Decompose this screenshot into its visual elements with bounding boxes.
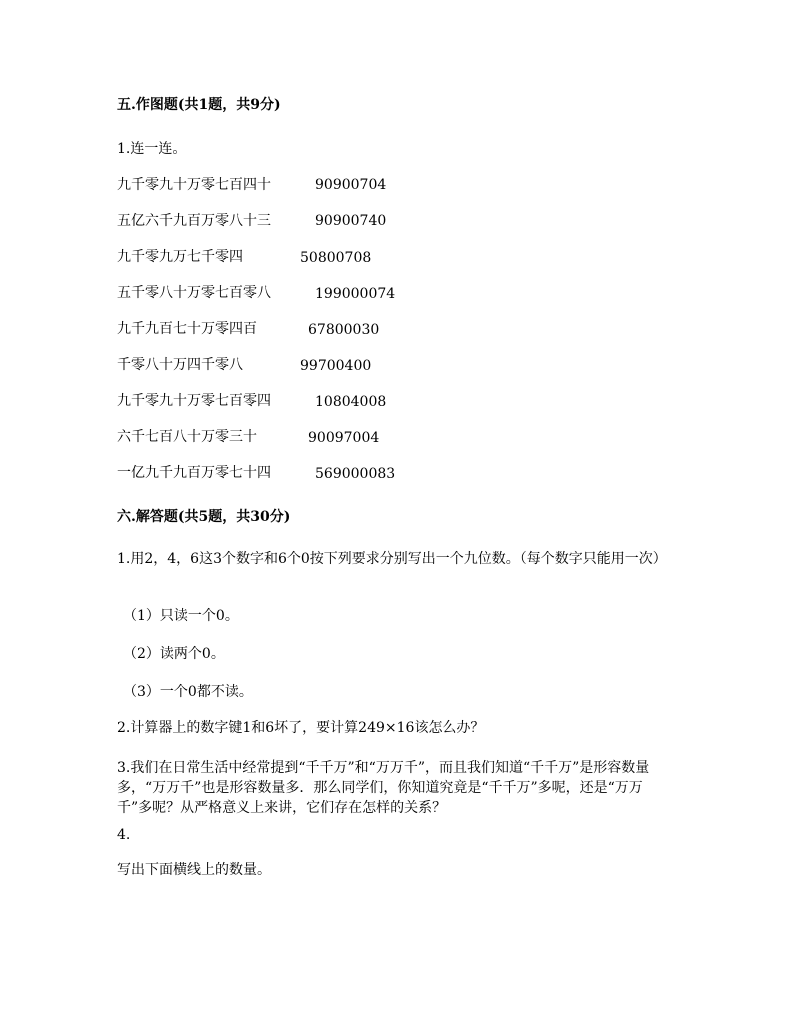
match-right-8: 90097004 — [308, 430, 380, 446]
question-6-3: 3.我们在日常生活中经常提到“千千万”和“万万千”，而且我们知道“千千万”是形容数量多，“万万千”也是形容数量多．那么同学们，你知道究竟是“千千万”多呢，还是“万万千”多呢？从严格意义上来讲，它们存在怎样的关系？ — [117, 760, 650, 816]
match-right-5: 67800030 — [308, 322, 380, 338]
match-right-2: 90900740 — [315, 213, 387, 229]
question-6-2: 2.计算器上的数字键1和6坏了，要计算249×16该怎么办？ — [117, 720, 485, 736]
question-6-4-number: 4. — [117, 827, 131, 843]
question-6-1: 1.用2，4，6这3个数字和6个0按下列要求分别写出一个九位数。（每个数字只能用一次） — [117, 551, 667, 567]
section-5-heading: 五.作图题(共1题，共9分) — [117, 97, 281, 113]
match-right-7: 10804008 — [315, 394, 387, 410]
question-1-title: 1.连一连。 — [117, 141, 187, 157]
match-right-3: 50800708 — [300, 250, 372, 266]
match-left-6: 千零八十万四千零八 — [117, 357, 243, 373]
match-left-5: 九千九百七十万零四百 — [117, 321, 257, 337]
match-left-7: 九千零九十万零七百零四 — [117, 393, 271, 409]
match-right-1: 90900704 — [315, 177, 387, 193]
match-left-4: 五千零八十万零七百零八 — [117, 285, 271, 301]
match-left-2: 五亿六千九百万零八十三 — [117, 213, 271, 229]
match-right-6: 99700400 — [300, 358, 372, 374]
match-left-8: 六千七百八十万零三十 — [117, 429, 257, 445]
match-left-9: 一亿九千九百万零七十四 — [117, 465, 271, 481]
question-6-1-part-2: （2）读两个0。 — [123, 646, 225, 662]
match-left-1: 九千零九十万零七百四十 — [117, 177, 271, 193]
match-right-4: 199000074 — [315, 286, 396, 302]
question-6-1-part-1: （1）只读一个0。 — [123, 608, 239, 624]
question-6-1-part-3: （3）一个0都不读。 — [123, 684, 253, 700]
match-left-3: 九千零九万七千零四 — [117, 249, 243, 265]
question-6-4-text: 写出下面横线上的数量。 — [117, 862, 271, 878]
match-right-9: 569000083 — [315, 466, 396, 482]
section-6-heading: 六.解答题(共5题，共30分) — [117, 509, 291, 525]
